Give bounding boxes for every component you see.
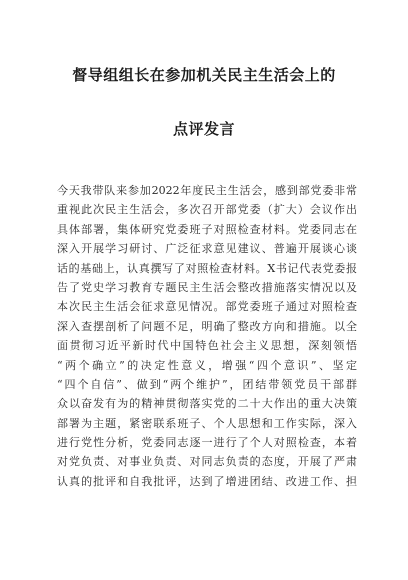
body-line: 话的基础上，认真撰写了对照检查材料。X书记代表党委报 — [57, 261, 357, 275]
document-title-line-1: 督导组组长在参加机关民主生活会上的 — [72, 66, 336, 84]
body-line: 认真的批评和自我批评，达到了增进团结、改进工作、担 — [57, 474, 357, 488]
body-line: 重视此次民主生活会，多次召开部党委（扩大）会议作出 — [57, 203, 357, 217]
body-line: 今天我带队来参加2022年度民主生活会，感到部党委非常 — [57, 184, 357, 197]
body-line: 对党负责、对事业负责、对同志负责的态度，开展了严肃 — [57, 455, 357, 469]
body-line: “四个自信”、做到“两个维护”，团结带领党员干部群 — [57, 377, 357, 391]
body-line: 深入开展学习研讨、广泛征求意见建议、普遍开展谈心谈 — [57, 242, 357, 256]
document-title-line-2: 点评发言 — [172, 120, 235, 138]
body-line: “两个确立”的决定性意义，增强“四个意识”、坚定 — [57, 358, 357, 372]
body-line: 部署为主题，紧密联系班子、个人思想和工作实际，深入 — [57, 416, 357, 430]
body-line: 进行党性分析，党委同志逐一进行了个人对照检查，本着 — [57, 436, 357, 450]
body-line: 深入查摆剖析了问题不足，明确了整改方向和措施。以全 — [57, 319, 357, 333]
body-line: 面贯彻习近平新时代中国特色社会主义思想，深刻领悟 — [57, 339, 357, 353]
body-line: 具体部署，集体研究党委班子对照检查材料。党委同志在 — [57, 222, 357, 236]
body-line: 众以奋发有为的精神贯彻落实党的二十大作出的重大决策 — [57, 397, 357, 411]
body-line: 本次民主生活会征求意见情况。部党委班子通过对照检查 — [57, 300, 357, 314]
document-body — [57, 181, 357, 491]
body-line: 告了党史学习教育专题民主生活会整改措施落实情况以及 — [57, 280, 357, 294]
